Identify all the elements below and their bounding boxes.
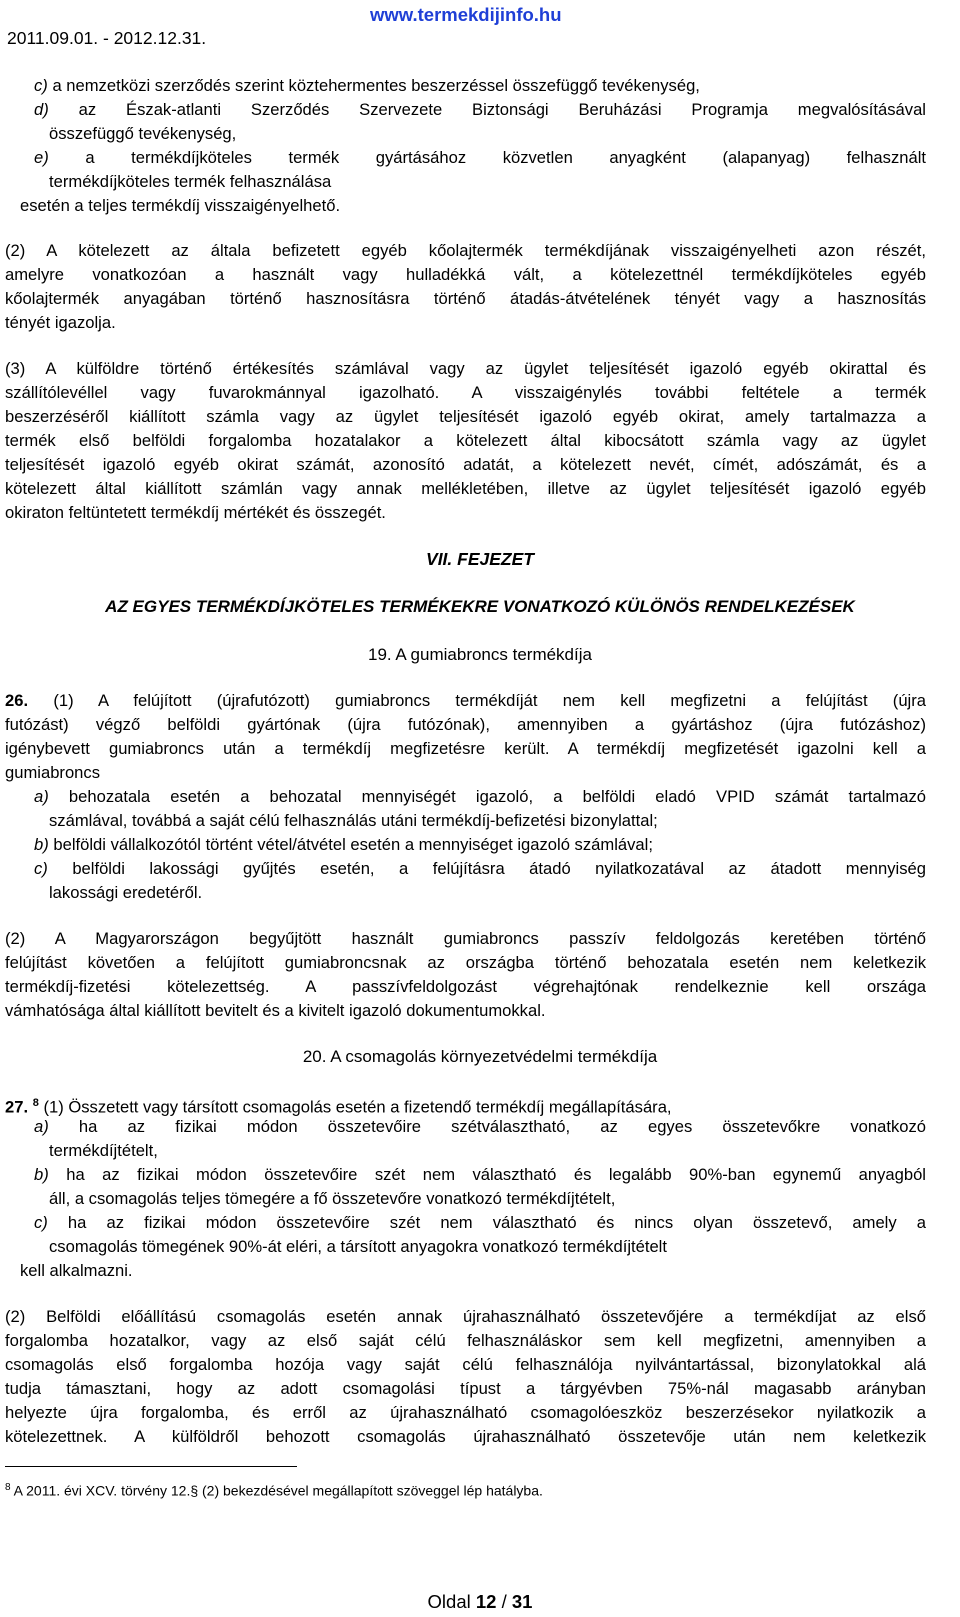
item-label: b) [34,835,49,854]
page-current: 12 [475,1591,497,1612]
item-label: d) [34,100,49,119]
page-separator: / [496,1591,512,1612]
paragraph-line: csomagolás első forgalomba hozója vagy saját célú felhasználója nyilvántartással, bizonylatokkal alá [5,1355,926,1374]
footnote-marker: 8 [5,1482,11,1493]
page-total: 31 [511,1591,533,1612]
article-text: (1) Összetett vagy társított csomagolás esetén a fizetendő termékdíj megállapítására, [38,1097,672,1117]
item-label: e) [34,148,49,167]
item-label: b) [34,1165,49,1184]
paragraph-line: (3) A külföldre történő értékesítés számlával vagy az ügylet teljesítését igazoló egyéb okirattal és [5,359,926,378]
paragraph-line: teljesítését igazoló egyéb okirat számát, azonosító adatát, a kötelezett nevét, címét, adószámát, és a [5,455,926,474]
section-heading: 20. A csomagolás környezetvédelmi termékdíja [302,1047,658,1066]
paragraph-line: (2) A Magyarországon begyűjtött használt gumiabroncs passzív feldolgozás keretében történő [5,929,926,948]
footnote-separator [5,1466,297,1467]
item-text: a nemzetközi szerződés szerint köztehermentes beszerzéssel összefüggő tevékenység, [47,76,700,95]
paragraph-line: tényét igazolja. [5,313,116,332]
text-line: számlával, továbbá a saját célú felhasználás utáni termékdíj-befizetési bizonylattal; [49,811,658,830]
chapter-number: VII. FEJEZET [426,549,534,569]
item-label: a) [34,1117,49,1136]
item-text: behozatala esetén a behozatal mennyiségét igazoló, a belföldi eladó VPID számát tartalmazó [48,787,926,806]
paragraph-line: vámhatósága által kiállított bevitelt és a kivitelt igazoló dokumentumokkal. [5,1001,546,1020]
text-line: termékdíjköteles termék felhasználása [49,172,332,191]
item-text: ha az fizikai módon összetevőire szét nem választható és legalább 90%-ban egynemű anyagból [48,1165,926,1184]
paragraph-line: felújítást követően a felújított gumiabroncsnak az országba történő behozatala esetén nem keletkezik [5,953,926,972]
paragraph-line: tudja támasztani, hogy az adott csomagolási típust a tárgyévben 75%-nál magasabb arányban [5,1379,926,1398]
article-first-line [5,1093,672,1118]
list-item-b [34,1165,926,1185]
text-line: áll, a csomagolás teljes tömegére a fő összetevőre vonatkozó termékdíjtételt, [49,1189,616,1208]
article-number: 27. [5,1097,29,1117]
site-url: www.termekdijinfo.hu [370,4,562,25]
article-number: 26. [5,691,29,710]
footnote-ref: 8 [32,1097,39,1109]
paragraph-line: kötelezettnek. A külföldről behozott csomagolás újrahasználható összetevője után nem keletkezik [5,1427,926,1446]
footnote-text: A 2011. évi XCV. törvény 12.§ (2) bekezdésével megállapított szöveggel lép hatályba. [10,1482,543,1499]
paragraph-line: amelyre vonatkozóan a használt vagy hulladékká vált, a kötelezettnél termékdíjköteles egyéb [5,265,926,284]
paragraph-line: okiraton feltüntetett termékdíj mértékét és összegét. [5,503,386,522]
paragraph-line: kőolajtermék anyagában történő hasznosításra történő átadás-átvételének tényét vagy a hasznosítás [5,289,926,308]
text-line: termékdíjtételt, [49,1141,158,1160]
item-text: a termékdíjköteles termék gyártásához közvetlen anyagként (alapanyag) felhasznált [48,148,926,167]
item-text: belföldi lakossági gyűjtés esetén, a felújításra átadó nyilatkozatával az átadott mennyiség [47,859,926,878]
text-line: lakossági eredetéről. [49,883,203,902]
page-number [0,1591,960,1613]
list-item-c [34,1213,926,1233]
paragraph-line: termék első belföldi forgalomba hozatalakor a kötelezett által kibocsátott számla vagy az ügylet [5,431,926,450]
list-item-b [34,835,653,855]
list-item-d [34,100,926,120]
paragraph-line: beszerzéséről kiállított számla vagy az ügylet teljesítését igazoló egyéb okirat, amely tartalmazza a [5,407,926,426]
chapter-title: AZ EGYES TERMÉKDÍJKÖTELES TERMÉKEKRE VONATKOZÓ KÜLÖNÖS RENDELKEZÉSEK [105,597,855,616]
text-line: esetén a teljes termékdíj visszaigényelhető. [20,196,341,215]
article-text: (1) A felújított (újrafutózott) gumiabroncs termékdíját nem kell megfizetni a felújítást (újra [28,691,926,710]
list-item-a [34,787,926,807]
list-item-e [34,148,926,168]
list-item-c [34,859,926,879]
item-label: c) [34,76,48,95]
paragraph-line: igénybevett gumiabroncs után a termékdíj megfizetésre került. A termékdíj megfizetését igazolni kell a [5,739,926,758]
paragraph-line: termékdíj-fizetési kötelezettség. A passzívfeldolgozást végrehajtónak rendelkeznie kell országa [5,977,926,996]
list-item-c [34,76,700,96]
text-line: kell alkalmazni. [20,1261,133,1280]
paragraph-line: kötelezett által kiállított számlán vagy annak mellékletében, illetve az ügylet teljesítését igazoló egyéb [5,479,926,498]
item-label: c) [34,1213,48,1232]
item-text: ha az fizikai módon összetevőire szét nem választható és nincs olyan összetevő, amely a [47,1213,926,1232]
text-line: csomagolás tömegének 90%-át eléri, a társított anyagokra vonatkozó termékdíjtételt [49,1237,667,1256]
paragraph-line: szállítólevéllel vagy fuvarokmánnyal igazolható. A visszaigénylés további feltétele a termék [5,383,926,402]
item-label: c) [34,859,48,878]
paragraph-line: helyezte újra forgalomba, és erről az újrahasználható csomagolóeszköz beszerzésekor nyilatkozik a [5,1403,926,1422]
item-text: ha az fizikai módon összetevőire szétválasztható, az egyes összetevőkre vonatkozó [48,1117,926,1136]
paragraph-line: (2) Belföldi előállítású csomagolás esetén annak újrahasználható összetevőjére a termékdíjat az első [5,1307,926,1326]
paragraph-line: forgalomba hozatalkor, vagy az első saját célú felhasználáskor sem kell megfizetni, amennyiben a [5,1331,926,1350]
text-line: összefüggő tevékenység, [49,124,237,143]
item-text: belföldi vállalkozótól történt vétel/átvétel esetén a mennyiséget igazoló számlával; [48,835,653,854]
item-label: a) [34,787,49,806]
article-first-line [5,691,926,711]
item-text: az Észak-atlanti Szerződés Szervezete Biztonsági Beruházási Programja megvalósításával [48,100,926,119]
section-heading: 19. A gumiabroncs termékdíja [368,645,592,664]
paragraph-line: futózást) végző belföldi gyártónak (újra futózónak), amennyiben a gyártáshoz (újra futózáshoz) [5,715,926,734]
paragraph-line: gumiabroncs [5,763,101,782]
list-item-a [34,1117,926,1137]
paragraph-line: (2) A kötelezett az általa befizetett egyéb kőolajtermék termékdíjának visszaigényelheti azon részét, [5,241,926,260]
page-label: Oldal [427,1591,476,1612]
date-range: 2011.09.01. - 2012.12.31. [7,28,207,48]
footnote [5,1478,543,1501]
